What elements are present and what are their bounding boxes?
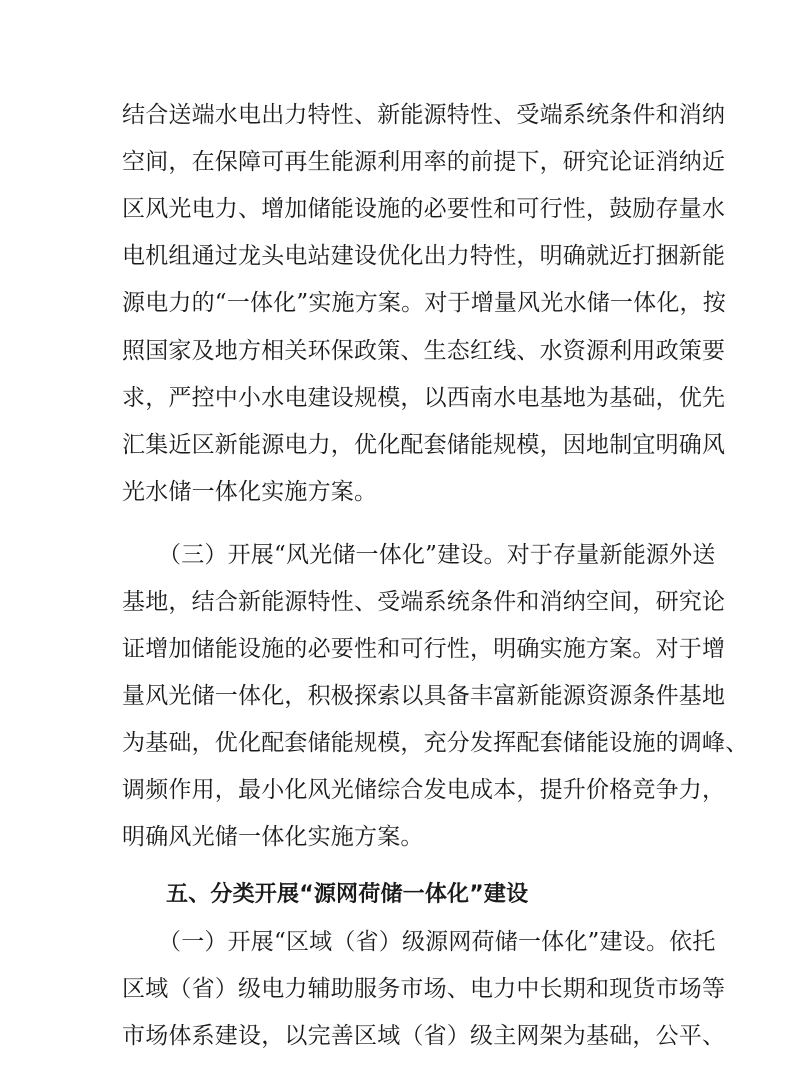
- document-page: 结合送端水电出力特性、新能源特性、受端系统条件和消纳 空间，在保障可再生能源利用率的前提下，研究论证消纳近 区风光电力、增加储能设施的必要性和可行性，鼓励存量水 电机组通过龙头电站建设优化出力特性，明确就近打捆新能 源电力的“一体化”实施方案。对于增量风光水储一体化，按 照国家及地方相关环保政策、生态红线、水资源利用政策要 求，严控中小水电建设规模，以西南水电基地为基础，优先 汇集近区新能源电力，优化配套储能规模，因地制宜明确风 光水储一体化实施方案。 （三）开展“风光储一体化”建设。对于存量新能源外送 基地，结合新能源特性、受端系统条件和消纳空间，研究论 证增加储能设施的必要性和可行性，明确实施方案。对于增 量风光储一体化，积极探索以具备丰富新能源资源条件基地 为基础，优化配套储能规模，充分发挥配套储能设施的调峰、 调频作用，最小化风光储综合发电成本，提升价格竞争力， 明确风光储一体化实施方案。 五、分类开展“源网荷储一体化”建设 （一）开展“区域（省）级源网荷储一体化”建设。依托 区域（省）级电力辅助服务市场、电力中长期和现货市场等 市场体系建设，以完善区域（省）级主网架为基础，公平、: [122, 102, 749, 1049]
